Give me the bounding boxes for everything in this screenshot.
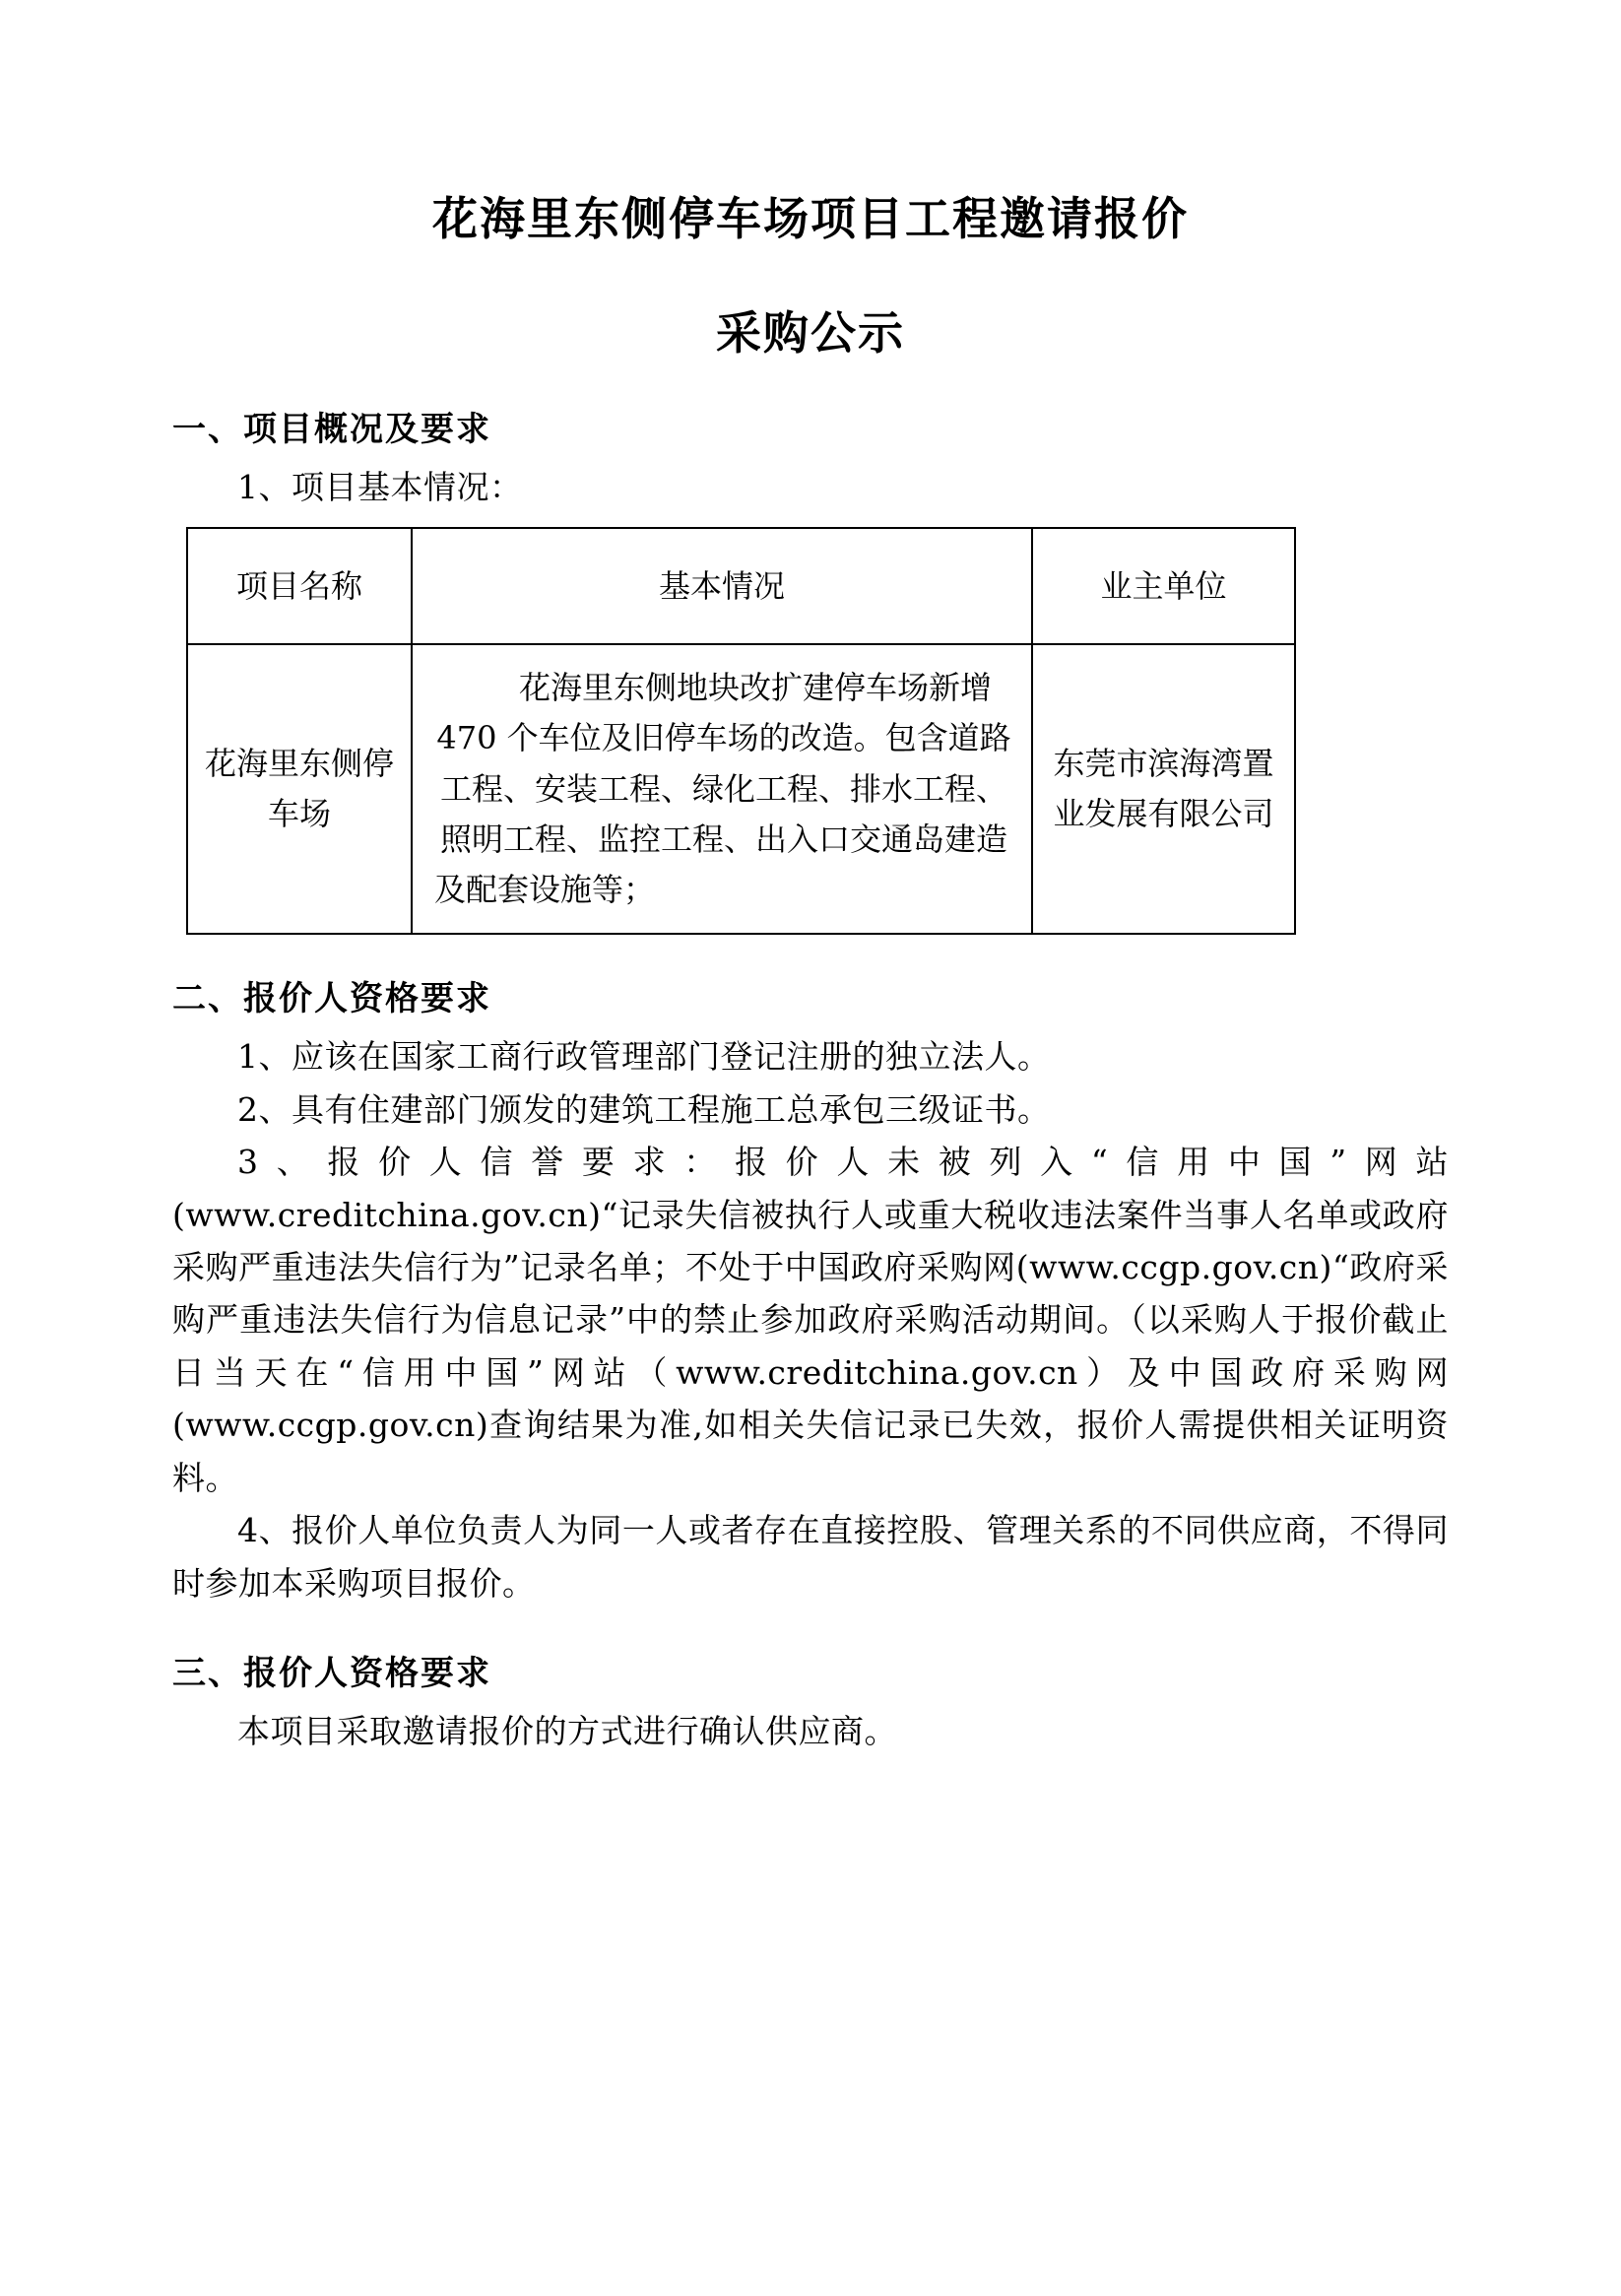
section-2-item-4: 4、报价人单位负责人为同一人或者存在直接控股、管理关系的不同供应商，不得同时参加本采购项目报价。 <box>172 1511 1449 1603</box>
section-2-item-1: 1、应该在国家工商行政管理部门登记注册的独立法人。 <box>237 1037 1051 1077</box>
table-header-row <box>187 528 1295 644</box>
section-3-heading: 三、报价人资格要求 <box>172 1654 491 1694</box>
section-2-item-2: 2、具有住建部门颁发的建筑工程施工总承包三级证书。 <box>237 1089 1051 1129</box>
section-2-body <box>172 1030 1449 1609</box>
section-2-heading: 二、报价人资格要求 <box>172 979 491 1019</box>
section-3-body: 本项目采取邀请报价的方式进行确认供应商。 <box>237 1712 897 1751</box>
section-2-item-3: 3、报价人信誉要求：报价人未被列入“信用中国”网站(www.creditchina.gov.cn)“记录失信被执行人或重大税收违法案件当事人名单或政府采购严重违法失信行为”记录名单；不处于中国政府采购网(www.ccgp.gov.cn)“政府采购严重违法失信行为信息记录”中的禁止参加政府采购活动期间。（以采购人于报价截止日当天在“信用中国”网站（www.creditchina.gov.cn）及中国政府采购网(www.ccgp.gov.cn)查询结果为准,如相关失信记录已失效，报价人需提供相关证明资料。 <box>172 1143 1449 1497</box>
page-title: 花海里东侧停车场项目工程邀请报价 <box>432 192 1189 245</box>
project-overview-table <box>186 527 1296 935</box>
table-header-owner-unit: 业主单位 <box>1032 528 1295 644</box>
section-1-heading: 一、项目概况及要求 <box>172 409 491 449</box>
table-row <box>187 644 1295 934</box>
table-header-project-name: 项目名称 <box>187 528 412 644</box>
cell-project-name: 花海里东侧停车场 <box>187 644 412 934</box>
cell-basic-info: 花海里东侧地块改扩建停车场新增 470 个车位及旧停车场的改造。包含道路工程、安装工程、绿化工程、排水工程、照明工程、监控工程、出入口交通岛建造及配套设施等； <box>412 644 1032 934</box>
cell-owner-unit: 东莞市滨海湾置业发展有限公司 <box>1032 644 1295 934</box>
page-subtitle: 采购公示 <box>716 306 905 361</box>
section-1-subheading: 1、项目基本情况： <box>237 467 523 506</box>
project-overview-table-wrapper <box>172 527 1449 935</box>
table-header-basic-info: 基本情况 <box>412 528 1032 644</box>
